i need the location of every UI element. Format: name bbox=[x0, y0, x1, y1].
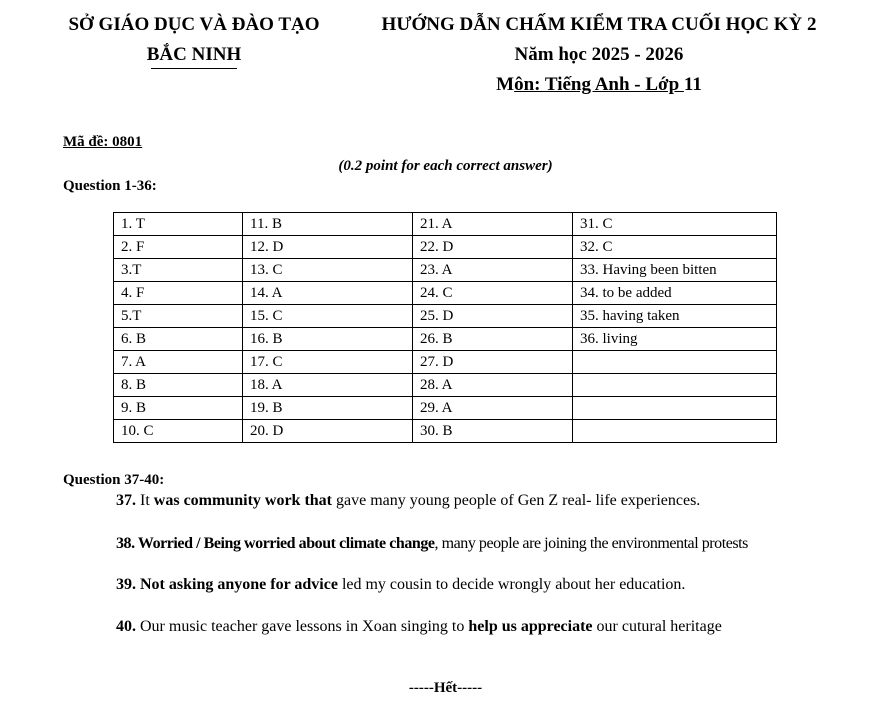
answer-38-key: 38. Worried / Being worried about climate change bbox=[116, 535, 435, 552]
answer-cell: 29. A bbox=[413, 397, 573, 420]
table-row bbox=[114, 374, 777, 397]
answer-cell: 5.T bbox=[114, 305, 243, 328]
section-title-37-40: Question 37-40: bbox=[63, 472, 165, 488]
answer-cell: 32. C bbox=[573, 236, 777, 259]
province-name: BẮC NINH bbox=[146, 44, 242, 65]
answer-cell: 13. C bbox=[243, 259, 413, 282]
answer-cell: 26. B bbox=[413, 328, 573, 351]
section-title-1-36: Question 1-36: bbox=[63, 178, 157, 194]
answer-cell: 8. B bbox=[114, 374, 243, 397]
answer-cell: 21. A bbox=[413, 213, 573, 236]
subject-prefix: M bbox=[496, 74, 515, 95]
answer-cell: 3.T bbox=[114, 259, 243, 282]
answer-cell: 10. C bbox=[114, 420, 243, 443]
answer-37-number: 37. bbox=[116, 492, 136, 509]
scoring-note: (0.2 point for each correct answer) bbox=[338, 158, 553, 174]
answer-37-key: was community work that bbox=[153, 492, 332, 509]
answer-cell: 36. living bbox=[573, 328, 777, 351]
answer-38 bbox=[116, 535, 748, 553]
answer-39-text: led my cousin to decide wrongly about her education. bbox=[337, 576, 686, 593]
answer-cell: 27. D bbox=[413, 351, 573, 374]
answer-37-text: gave many young people of Gen Z real- life experiences. bbox=[332, 492, 701, 509]
school-year: Năm học 2025 - 2026 bbox=[514, 44, 684, 65]
answer-40-text: Our music teacher gave lessons in Xoan singing to bbox=[136, 618, 469, 635]
answer-cell: 12. D bbox=[243, 236, 413, 259]
answer-cell: 4. F bbox=[114, 282, 243, 305]
answer-39 bbox=[116, 576, 685, 594]
answer-cell bbox=[573, 420, 777, 443]
answer-cell: 30. B bbox=[413, 420, 573, 443]
subject-line bbox=[354, 70, 844, 100]
answer-cell: 17. C bbox=[243, 351, 413, 374]
answer-cell: 7. A bbox=[114, 351, 243, 374]
answer-cell: 31. C bbox=[573, 213, 777, 236]
end-marker: -----Hết----- bbox=[408, 680, 483, 696]
table-row bbox=[114, 305, 777, 328]
subject-suffix: 11 bbox=[683, 74, 702, 95]
table-row bbox=[114, 259, 777, 282]
table-row bbox=[114, 420, 777, 443]
answer-39-key: 39. Not asking anyone for advice bbox=[116, 576, 338, 593]
document-title: HƯỚNG DẪN CHẤM KIỂM TRA CUỐI HỌC KỲ 2 bbox=[381, 14, 817, 35]
header-title-block bbox=[354, 10, 844, 100]
answer-37 bbox=[116, 492, 700, 510]
answer-37-text: It bbox=[136, 492, 154, 509]
answer-cell: 35. having taken bbox=[573, 305, 777, 328]
header-divider bbox=[151, 68, 237, 69]
answer-38-text: , many people are joining the environmental protests bbox=[434, 535, 748, 552]
answer-cell: 16. B bbox=[243, 328, 413, 351]
answer-40-number: 40. bbox=[116, 618, 136, 635]
answer-cell: 23. A bbox=[413, 259, 573, 282]
answer-cell: 6. B bbox=[114, 328, 243, 351]
answer-cell: 18. A bbox=[243, 374, 413, 397]
answer-cell: 24. C bbox=[413, 282, 573, 305]
answer-cell bbox=[573, 397, 777, 420]
department-name: SỞ GIÁO DỤC VÀ ĐÀO TẠO bbox=[68, 14, 320, 35]
answer-cell bbox=[573, 374, 777, 397]
table-row bbox=[114, 328, 777, 351]
table-row bbox=[114, 282, 777, 305]
answer-40 bbox=[116, 618, 722, 636]
subject-underlined: ôn: Tiếng Anh - Lớp bbox=[514, 74, 684, 95]
answer-cell: 22. D bbox=[413, 236, 573, 259]
answer-cell: 14. A bbox=[243, 282, 413, 305]
answer-cell: 15. C bbox=[243, 305, 413, 328]
answer-cell: 28. A bbox=[413, 374, 573, 397]
answer-cell bbox=[573, 351, 777, 374]
answer-cell: 9. B bbox=[114, 397, 243, 420]
answer-40-key: help us appreciate bbox=[468, 618, 593, 635]
table-row bbox=[114, 236, 777, 259]
table-row bbox=[114, 397, 777, 420]
answer-cell: 19. B bbox=[243, 397, 413, 420]
table-row bbox=[114, 213, 777, 236]
answer-cell: 33. Having been bitten bbox=[573, 259, 777, 282]
answer-cell: 34. to be added bbox=[573, 282, 777, 305]
table-row bbox=[114, 351, 777, 374]
exam-code: Mã đề: 0801 bbox=[63, 134, 143, 150]
answer-table bbox=[113, 212, 777, 443]
answer-cell: 20. D bbox=[243, 420, 413, 443]
answer-cell: 2. F bbox=[114, 236, 243, 259]
answer-cell: 25. D bbox=[413, 305, 573, 328]
answer-cell: 1. T bbox=[114, 213, 243, 236]
answer-cell: 11. B bbox=[243, 213, 413, 236]
answer-40-text: our cutural heritage bbox=[592, 618, 722, 635]
header-department bbox=[54, 10, 334, 70]
